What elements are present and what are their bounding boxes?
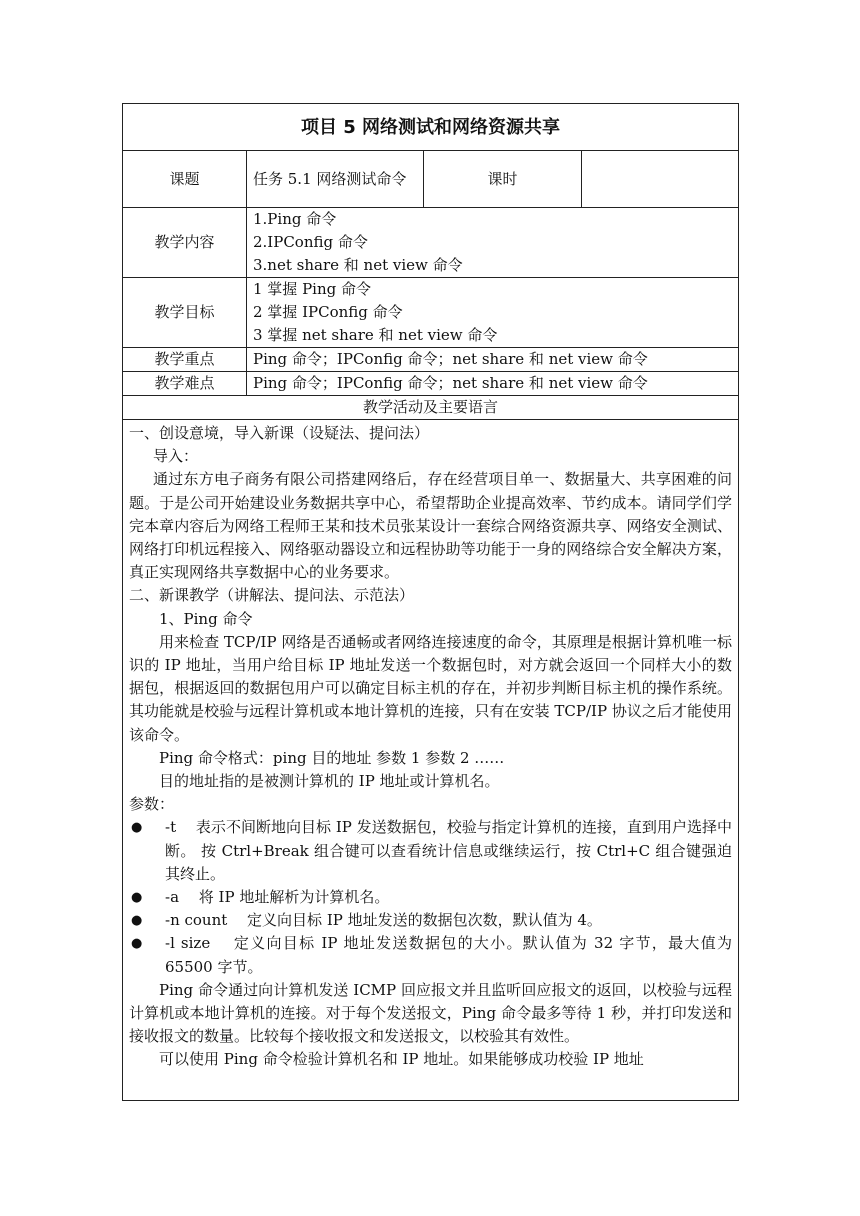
keypoint-value: Ping 命令；IPConfig 命令；net share 和 net view 命令 bbox=[247, 348, 739, 372]
document-title: 项目 5 网络测试和网络资源共享 bbox=[123, 104, 739, 151]
content-item: 1.Ping 命令 bbox=[253, 210, 337, 228]
objective-item: 3 掌握 net share 和 net view 命令 bbox=[253, 326, 498, 344]
param-text: -l size 定义向目标 IP 地址发送数据包的大小。默认值为 32 字节，最大值为 65500 字节。 bbox=[165, 934, 732, 976]
lesson-plan-table bbox=[122, 103, 739, 1101]
last-paragraph: 可以使用 Ping 命令检验计算机名和 IP 地址。如果能够成功校验 IP 地址 bbox=[159, 1050, 644, 1069]
ping-target: 目的地址指的是被测计算机的 IP 地址或计算机名。 bbox=[159, 772, 500, 791]
section-heading: 一、创设意境，导入新课（设疑法、提问法） bbox=[129, 424, 430, 442]
topic-value: 任务 5.1 网络测试命令 bbox=[247, 151, 424, 208]
bullet-icon: ● bbox=[131, 820, 143, 836]
param-item bbox=[129, 886, 732, 909]
ping-format: Ping 命令格式：ping 目的地址 参数 1 参数 2 …… bbox=[159, 748, 505, 767]
keypoint-label: 教学重点 bbox=[123, 348, 247, 372]
param-text: -n count 定义向目标 IP 地址发送的数据包次数，默认值为 4。 bbox=[165, 911, 602, 930]
bullet-icon: ● bbox=[131, 890, 143, 906]
objective-item: 2 掌握 IPConfig 命令 bbox=[253, 303, 403, 321]
difficulty-label: 教学难点 bbox=[123, 372, 247, 396]
param-item bbox=[129, 932, 732, 978]
activity-header: 教学活动及主要语言 bbox=[123, 396, 739, 420]
difficulty-value: Ping 命令；IPConfig 命令；net share 和 net view 命令 bbox=[247, 372, 739, 396]
intro-label: 导入： bbox=[153, 447, 199, 466]
subsection-heading: 1、Ping 命令 bbox=[159, 609, 253, 628]
content-item: 3.net share 和 net view 命令 bbox=[253, 256, 463, 274]
intro-paragraph: 通过东方电子商务有限公司搭建网络后，存在经营项目单一、数据量大、共享困难的问题。于是公司开始建设业务数据共享中心，希望帮助企业提高效率、节约成本。请同学们学完本章内容后为网络工程师王某和技术员张某设计一套综合网络资源共享、网络安全测试、网络打印机远程接入、网络驱动器设立和远程协助等功能于一身的网络综合安全解决方案，真正实现网络共享数据中心的业务要求。 bbox=[129, 470, 732, 582]
hours-label: 课时 bbox=[424, 151, 582, 208]
objective-list bbox=[247, 278, 739, 348]
param-item bbox=[129, 909, 732, 932]
params-label: 参数： bbox=[129, 795, 175, 814]
objective-item: 1 掌握 Ping 命令 bbox=[253, 280, 372, 298]
objective-label: 教学目标 bbox=[123, 278, 247, 348]
topic-label: 课题 bbox=[123, 151, 247, 208]
content-item: 2.IPConfig 命令 bbox=[253, 233, 368, 251]
param-text: -a 将 IP 地址解析为计算机名。 bbox=[165, 888, 390, 907]
bullet-icon: ● bbox=[131, 936, 143, 952]
content-list bbox=[247, 208, 739, 278]
param-item bbox=[129, 816, 732, 886]
activity-body bbox=[123, 420, 739, 1101]
content-label: 教学内容 bbox=[123, 208, 247, 278]
icmp-paragraph: Ping 命令通过向计算机发送 ICMP 回应报文并且监听回应报文的返回，以校验与远程计算机或本地计算机的连接。对于每个发送报文，Ping 命令最多等待 1 秒，并打印发送和接收报文的数量。比较每个接收报文和发送报文，以校验其有效性。 bbox=[129, 980, 732, 1046]
param-text: -t 表示不间断地向目标 IP 发送数据包，校验与指定计算机的连接，直到用户选择中断。 按 Ctrl+Break 组合键可以查看统计信息或继续运行，按 Ctrl+C 组合键强迫其终止。 bbox=[165, 818, 732, 883]
ping-paragraph: 用来检查 TCP/IP 网络是否通畅或者网络连接速度的命令，其原理是根据计算机唯一标识的 IP 地址，当用户给目标 IP 地址发送一个数据包时，对方就会返回一个同样大小的数据包，根据返回的数据包用户可以确定目标主机的存在，并初步判断目标主机的操作系统。其功能就是校验与远程计算机或本地计算机的连接，只有在安装 TCP/IP 协议之后才能使用该命令。 bbox=[129, 632, 732, 744]
hours-value bbox=[582, 151, 739, 208]
bullet-icon: ● bbox=[131, 913, 143, 929]
section-heading: 二、新课教学（讲解法、提问法、示范法） bbox=[129, 586, 415, 605]
